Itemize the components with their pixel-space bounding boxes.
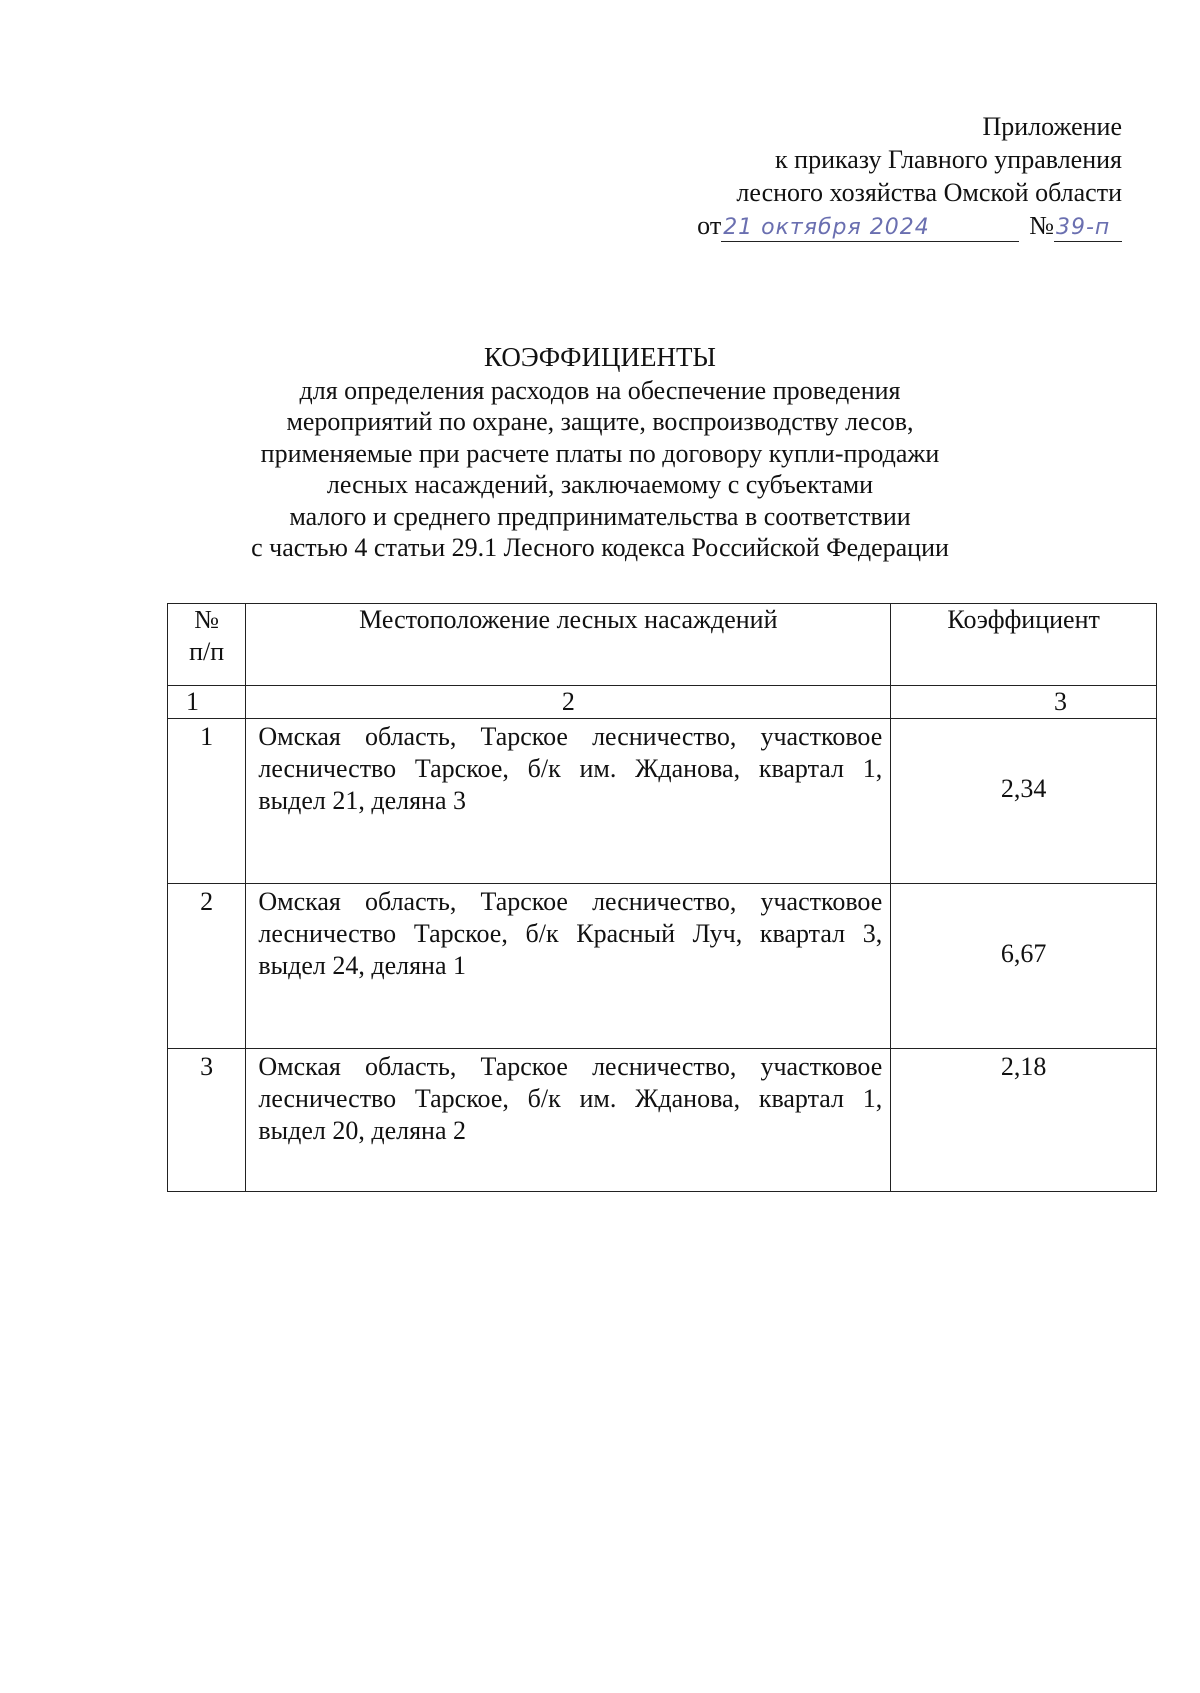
coefficients-table [167,603,1157,1192]
document-title-block [0,342,1200,564]
row-number: 2 [168,884,246,1049]
document-title: КОЭФФИЦИЕНТЫ [484,342,716,372]
title-subline: для определения расходов на обеспечение проведения [299,375,901,405]
row-coefficient: 2,18 [891,1049,1157,1192]
title-subline: мероприятий по охране, защите, воспроизводству лесов, [286,407,914,436]
from-label: от [697,211,722,240]
order-date-number-line [697,209,1122,242]
row-coefficient: 2,34 [891,719,1157,884]
row-number: 1 [168,719,246,884]
row-number: 3 [168,1049,246,1192]
table-row [168,719,1157,884]
table-index-row [168,686,1157,719]
index-cell: 3 [891,686,1157,719]
table-row [168,1049,1157,1192]
row-location: Омская область, Тарское лесничество, участковое лесничество Тарское, б/к им. Жданова, квартал 1, выдел 20, деляна 2 [246,1049,891,1192]
title-subline: применяемые при расчете платы по договору купли-продажи [260,438,940,468]
title-subline: лесных насаждений, заключаемому с субъектами [326,470,874,499]
title-subline: малого и среднего предпринимательства в соответствии [289,501,911,531]
order-date-handwritten: 21 октября 2024 [721,215,1019,242]
title-subline: с частью 4 статьи 29.1 Лесного кодекса Российской Федерации [251,533,949,562]
table-row [168,884,1157,1049]
index-cell: 2 [246,686,891,719]
header-num-pp: п/п [189,637,225,666]
row-location: Омская область, Тарское лесничество, участковое лесничество Тарское, б/к Красный Луч, квартал 3, выдел 24, деляна 1 [246,884,891,1049]
header-location: Местоположение лесных насаждений [246,604,891,686]
appendix-header [697,110,1122,242]
row-location: Омская область, Тарское лесничество, участковое лесничество Тарское, б/к им. Жданова, квартал 1, выдел 21, деляна 3 [246,719,891,884]
number-label: № [1029,211,1054,240]
index-cell: 1 [168,686,246,719]
header-num-symbol: № [194,605,220,634]
appendix-authority: лесного хозяйства Омской области [736,178,1122,207]
row-coefficient: 6,67 [891,884,1157,1049]
appendix-title: Приложение [982,112,1122,141]
order-number-handwritten: 39-п [1054,215,1122,242]
table-header-row [168,604,1157,686]
appendix-order-ref: к приказу Главного управления [775,145,1122,174]
header-coefficient: Коэффициент [891,604,1157,686]
header-num [168,604,246,686]
